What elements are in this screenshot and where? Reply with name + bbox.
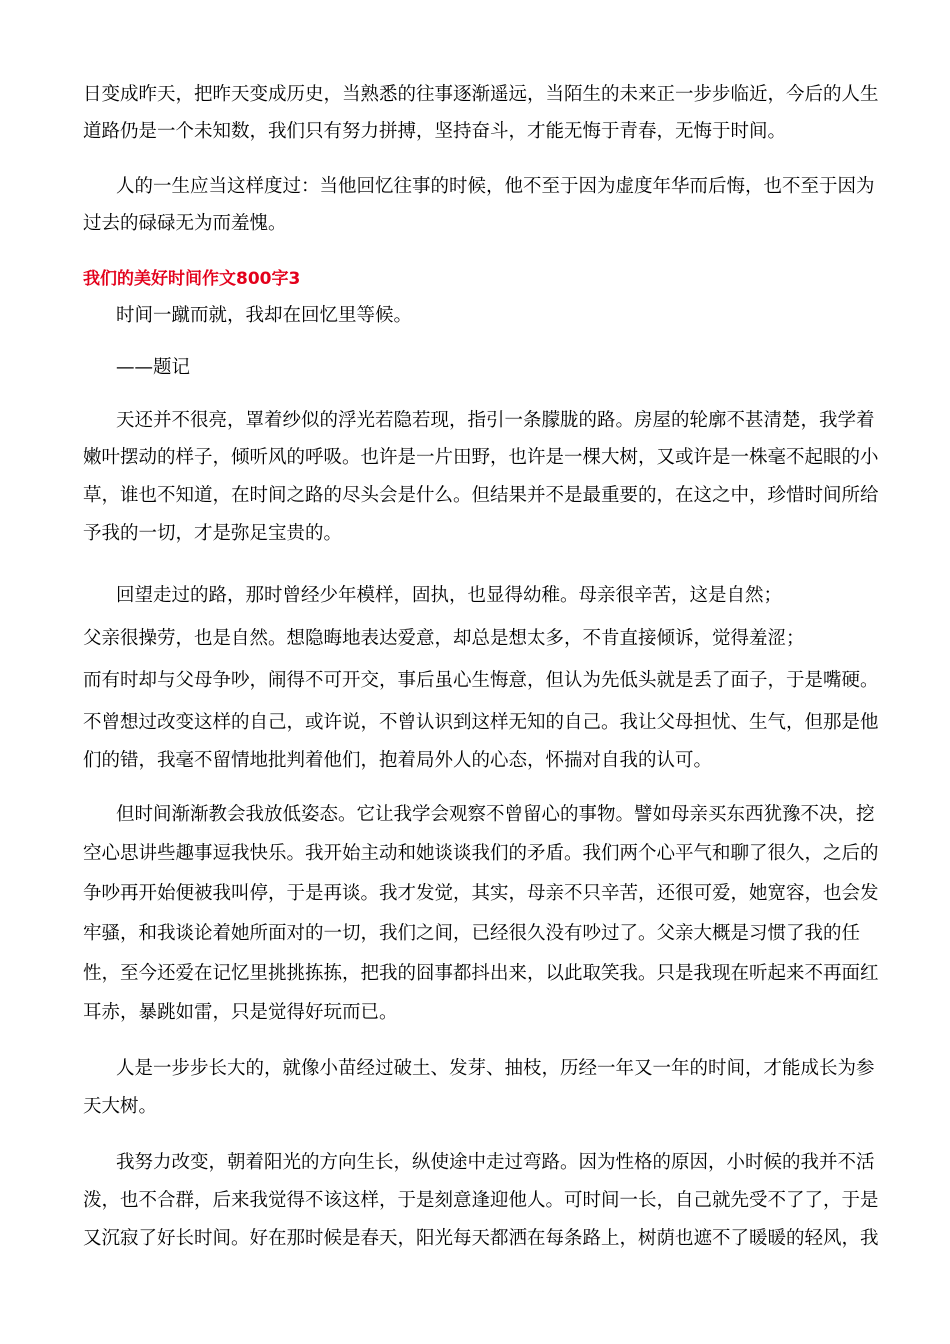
- paragraph-line: 予我的一切，才是弥足宝贵的。: [83, 523, 343, 544]
- paragraph-line: 时间一蹴而就，我却在回忆里等候。: [116, 305, 413, 326]
- paragraph-line: 草，谁也不知道，在时间之路的尽头会是什么。但结果并不是最重要的，在这之中，珍惜时间所给: [83, 485, 879, 506]
- paragraph-line: 天还并不很亮，罩着纱似的浮光若隐若现，指引一条朦胧的路。房屋的轮廓不甚清楚，我学着: [116, 410, 875, 431]
- paragraph-line: 不曾想过改变这样的自己，或许说，不曾认识到这样无知的自己。我让父母担忧、生气，但那是他: [83, 712, 879, 733]
- paragraph-line: 父亲很操劳，也是自然。想隐晦地表达爱意，却总是想太多，不肯直接倾诉，觉得羞涩；: [83, 628, 805, 649]
- paragraph-line: 们的错，我毫不留情地批判着他们，抱着局外人的心态，怀揣对自我的认可。: [83, 750, 713, 771]
- paragraph-line: 回望走过的路，那时曾经少年模样，固执，也显得幼稚。母亲很辛苦，这是自然；: [116, 585, 783, 606]
- paragraph-line: 日变成昨天，把昨天变成历史，当熟悉的往事逐渐遥远，当陌生的未来正一步步临近，今后的人生: [83, 84, 879, 105]
- paragraph-line: 天大树。: [83, 1096, 158, 1117]
- paragraph-line: 而有时却与父母争吵，闹得不可开交，事后虽心生悔意，但认为先低头就是丢了面子，于是嘴硬。: [83, 670, 879, 691]
- paragraph-line: 争吵再开始便被我叫停，于是再谈。我才发觉，其实，母亲不只辛苦，还很可爱，她宽容，也会发: [83, 883, 879, 904]
- paragraph-line: 我努力改变，朝着阳光的方向生长，纵使途中走过弯路。因为性格的原因，小时候的我并不活: [116, 1152, 875, 1173]
- paragraph-line: ——题记: [116, 357, 191, 378]
- paragraph-line: 嫩叶摆动的样子，倾听风的呼吸。也许是一片田野，也许是一棵大树，又或许是一株毫不起眼的小: [83, 447, 879, 468]
- paragraph-line: 空心思讲些趣事逗我快乐。我开始主动和她谈谈我们的矛盾。我们两个心平气和聊了很久，之后的: [83, 843, 879, 864]
- paragraph-line: 泼，也不合群，后来我觉得不该这样，于是刻意逢迎他人。可时间一长，自己就先受不了了，于是: [83, 1190, 879, 1211]
- paragraph-line: 人的一生应当这样度过：当他回忆往事的时候，他不至于因为虚度年华而后悔，也不至于因为: [116, 176, 875, 197]
- paragraph-line: 人是一步步长大的，就像小苗经过破土、发芽、抽枝，历经一年又一年的时间，才能成长为参: [116, 1058, 875, 1079]
- paragraph-line: 耳赤，暴跳如雷，只是觉得好玩而已。: [83, 1002, 398, 1023]
- paragraph-line: 又沉寂了好长时间。好在那时候是春天，阳光每天都洒在每条路上，树荫也遮不了暖暖的轻风，我: [83, 1228, 879, 1249]
- paragraph-line: 过去的碌碌无为而羞愧。: [83, 213, 287, 234]
- section-heading: 我们的美好时间作文800字3: [83, 269, 301, 289]
- paragraph-line: 性，至今还爱在记忆里挑挑拣拣，把我的囧事都抖出来，以此取笑我。只是我现在听起来不再面红: [83, 963, 879, 984]
- paragraph-line: 道路仍是一个未知数，我们只有努力拼搏，坚持奋斗，才能无悔于青春，无悔于时间。: [83, 121, 787, 142]
- paragraph-line: 但时间渐渐教会我放低姿态。它让我学会观察不曾留心的事物。譬如母亲买东西犹豫不决，挖: [116, 804, 875, 825]
- paragraph-line: 牢骚，和我谈论着她所面对的一切，我们之间，已经很久没有吵过了。父亲大概是习惯了我的任: [83, 923, 861, 944]
